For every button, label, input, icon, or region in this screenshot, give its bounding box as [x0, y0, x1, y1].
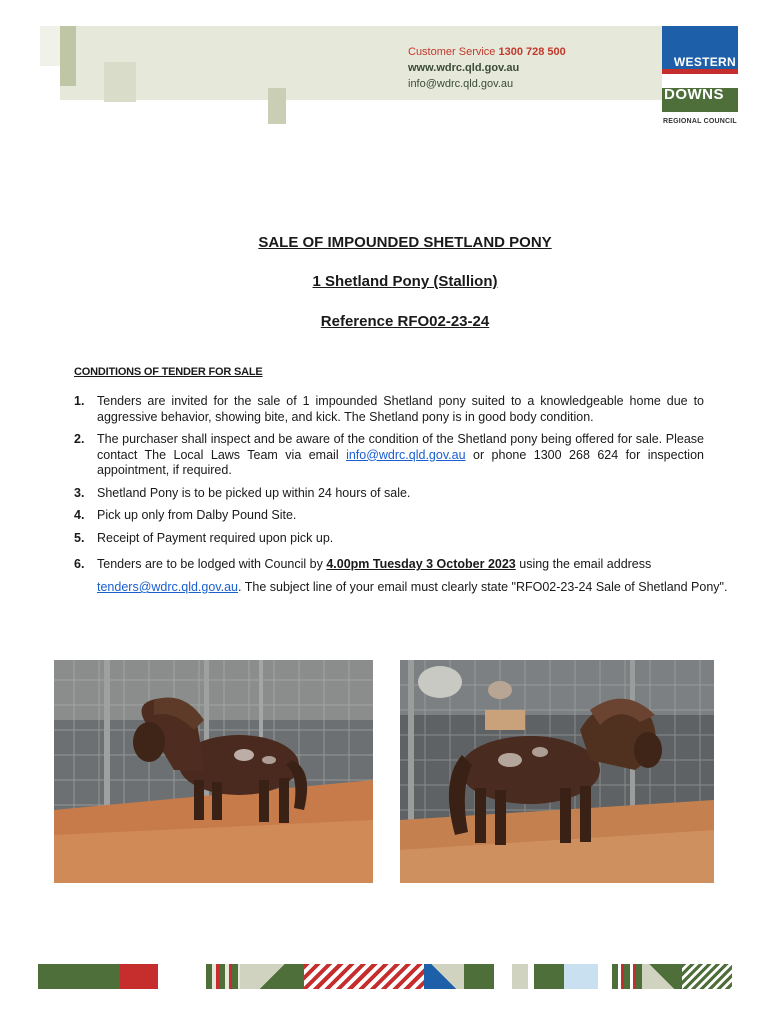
- customer-service-phone[interactable]: 1300 728 500: [498, 46, 566, 58]
- footer-block: [464, 964, 494, 989]
- header-contact: [408, 44, 566, 92]
- pony-photo-right: [400, 660, 714, 883]
- conditions-list: [74, 394, 728, 599]
- page-title: SALE OF IMPOUNDED SHETLAND PONY: [258, 234, 552, 251]
- list-item: [74, 531, 704, 547]
- list-text: Tenders are to be lodged with Council by: [97, 557, 327, 571]
- footer-block: [534, 964, 564, 989]
- footer-block: [304, 964, 424, 989]
- list-text: Receipt of Payment required upon pick up.: [97, 530, 334, 545]
- list-text: Tenders are invited for the sale of 1 impounded Shetland pony suited to a knowledgeable home due to aggressive behavior, showing bite, and kick. The Shetland pony is in good body condition.: [97, 394, 704, 424]
- list-number: 4.: [74, 508, 85, 522]
- list-number: 6.: [74, 557, 85, 571]
- footer-block: [206, 964, 240, 989]
- list-number: 1.: [74, 394, 85, 408]
- list-item: [74, 394, 704, 425]
- tenders-email-link[interactable]: tenders@wdrc.qld.gov.au: [97, 580, 239, 594]
- list-number: 2.: [74, 432, 85, 446]
- header-decor-block: [60, 26, 76, 86]
- footer-block: [38, 964, 120, 989]
- list-item: [74, 432, 704, 479]
- page-subtitle: 1 Shetland Pony (Stallion): [312, 273, 498, 290]
- logo-text-downs: DOWNS: [664, 86, 724, 103]
- list-text: or phone 1300 268 624 for inspection appointment, if required.: [97, 447, 704, 477]
- footer-block: [612, 964, 642, 989]
- footer-block: [642, 964, 682, 989]
- info-email-link[interactable]: info@wdrc.qld.gov.au: [346, 447, 466, 462]
- list-text: . The subject line of your email must clearly state "RFO02-23-24 Sale of Shetland Pony".: [238, 580, 728, 594]
- footer-block: [682, 964, 732, 989]
- customer-service-label: Customer Service: [408, 46, 496, 58]
- list-text: The purchaser shall inspect and be aware of the condition of the Shetland pony being offered for sale. Please contact The Local Laws Team via email: [97, 432, 704, 462]
- list-text: Pick up only from Dalby Pound Site.: [97, 508, 297, 522]
- customer-service-line: [408, 44, 566, 60]
- logo-text-western: WESTERN: [673, 55, 736, 69]
- footer-block: [564, 964, 598, 989]
- list-text: using the email address: [515, 557, 652, 571]
- footer-block: [512, 964, 528, 989]
- header-band: [60, 26, 662, 100]
- logo-text-regional-council: REGIONAL COUNCIL: [663, 118, 737, 125]
- footer-block: [120, 964, 158, 989]
- list-number: 3.: [74, 485, 85, 500]
- logo-red-stripe: [662, 69, 738, 74]
- list-item: [74, 553, 757, 599]
- list-text: Shetland Pony is to be picked up within 24 hours of sale.: [97, 485, 411, 500]
- website-link[interactable]: www.wdrc.qld.gov.au: [408, 62, 520, 74]
- header-email-link[interactable]: info@wdrc.qld.gov.au: [408, 78, 514, 90]
- list-item: [74, 486, 704, 502]
- header-decor-block: [40, 26, 60, 66]
- header-decor-block: [104, 62, 136, 102]
- footer-block: [424, 964, 464, 989]
- pony-photo-left: [54, 660, 373, 883]
- council-logo: [662, 26, 738, 130]
- conditions-heading: CONDITIONS OF TENDER FOR SALE: [74, 366, 263, 378]
- list-item: [74, 508, 704, 524]
- footer-block: [240, 964, 304, 989]
- tender-deadline: 4.00pm Tuesday 3 October 2023: [326, 557, 516, 571]
- reference-number: Reference RFO02-23-24: [320, 313, 490, 330]
- list-number: 5.: [74, 530, 85, 545]
- header-decor-block: [268, 88, 286, 124]
